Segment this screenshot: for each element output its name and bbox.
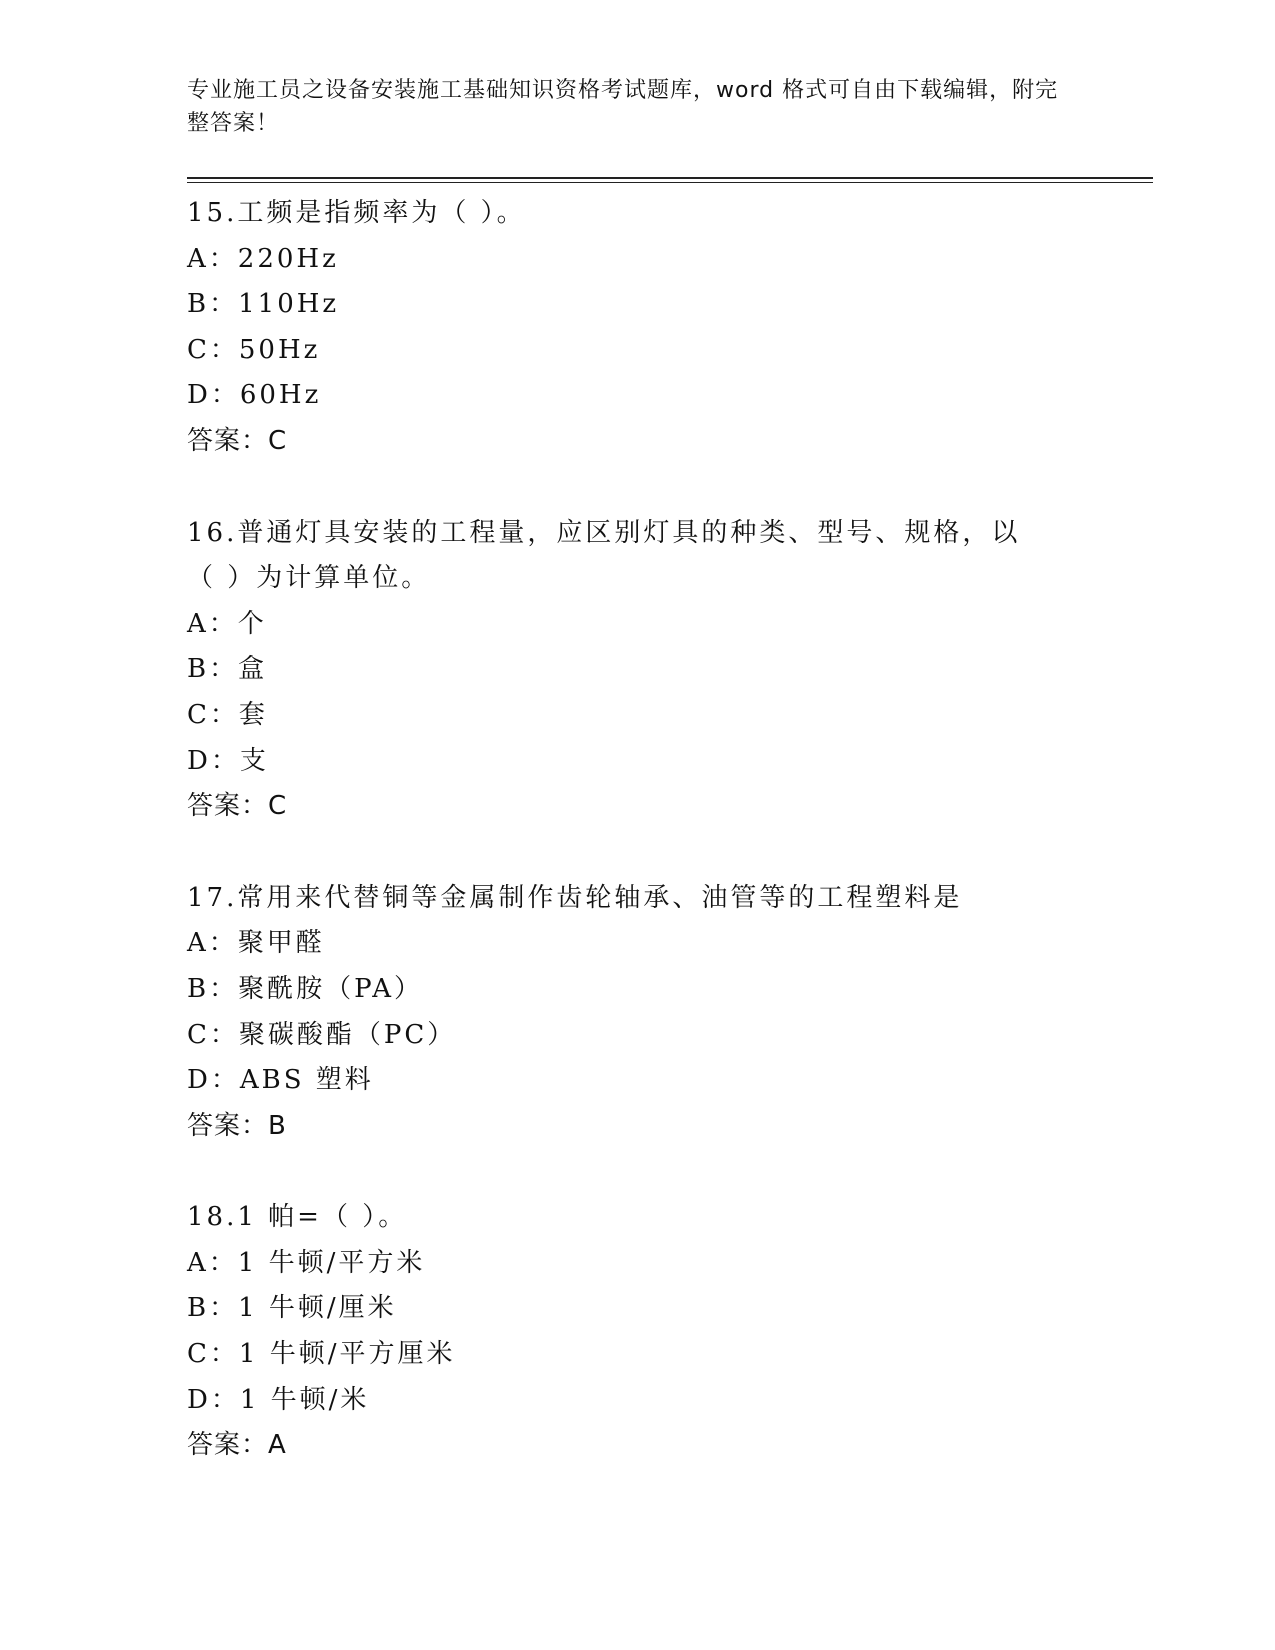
question-16 <box>187 511 1087 830</box>
option-b: B：聚酰胺（PA） <box>187 973 423 1004</box>
option-d: D：支 <box>187 745 269 776</box>
question-15 <box>187 191 1087 465</box>
option-a: A：聚甲醛 <box>187 928 325 959</box>
header-divider-top <box>187 177 1153 179</box>
answer-line: 答案：A <box>187 1430 287 1461</box>
answer-line: 答案：C <box>187 791 288 822</box>
option-b: B：1 牛顿/厘米 <box>187 1293 397 1324</box>
question-stem: 16.普通灯具安装的工程量，应区别灯具的种类、型号、规格，以（ ）为计算单位。 <box>187 517 1021 594</box>
option-c: C：50Hz <box>187 334 321 365</box>
question-list <box>187 191 1087 1515</box>
option-c: C：聚碳酸酯（PC） <box>187 1019 457 1050</box>
question-17 <box>187 876 1087 1150</box>
option-b: B：110Hz <box>187 289 340 320</box>
option-d: D：60Hz <box>187 380 322 411</box>
option-c: C：1 牛顿/平方厘米 <box>187 1339 456 1370</box>
document-header: 专业施工员之设备安装施工基础知识资格考试题库，word 格式可自由下载编辑，附完整答案！ <box>187 78 1059 136</box>
answer-line: 答案：C <box>187 425 288 456</box>
option-b: B：盒 <box>187 654 268 685</box>
answer-line: 答案：B <box>187 1110 287 1141</box>
option-d: D：1 牛顿/米 <box>187 1384 370 1415</box>
question-stem: 18.1 帕=（ ）。 <box>187 1202 408 1233</box>
option-a: A：1 牛顿/平方米 <box>187 1247 426 1278</box>
option-d: D：ABS 塑料 <box>187 1065 374 1096</box>
question-stem: 17.常用来代替铜等金属制作齿轮轴承、油管等的工程塑料是 <box>187 882 963 913</box>
question-stem: 15.工频是指频率为（ ）。 <box>187 198 526 228</box>
question-18 <box>187 1195 1087 1469</box>
option-c: C：套 <box>187 699 268 730</box>
header-divider-bottom <box>187 182 1153 183</box>
option-a: A：220Hz <box>187 243 339 274</box>
option-a: A：个 <box>187 608 267 639</box>
